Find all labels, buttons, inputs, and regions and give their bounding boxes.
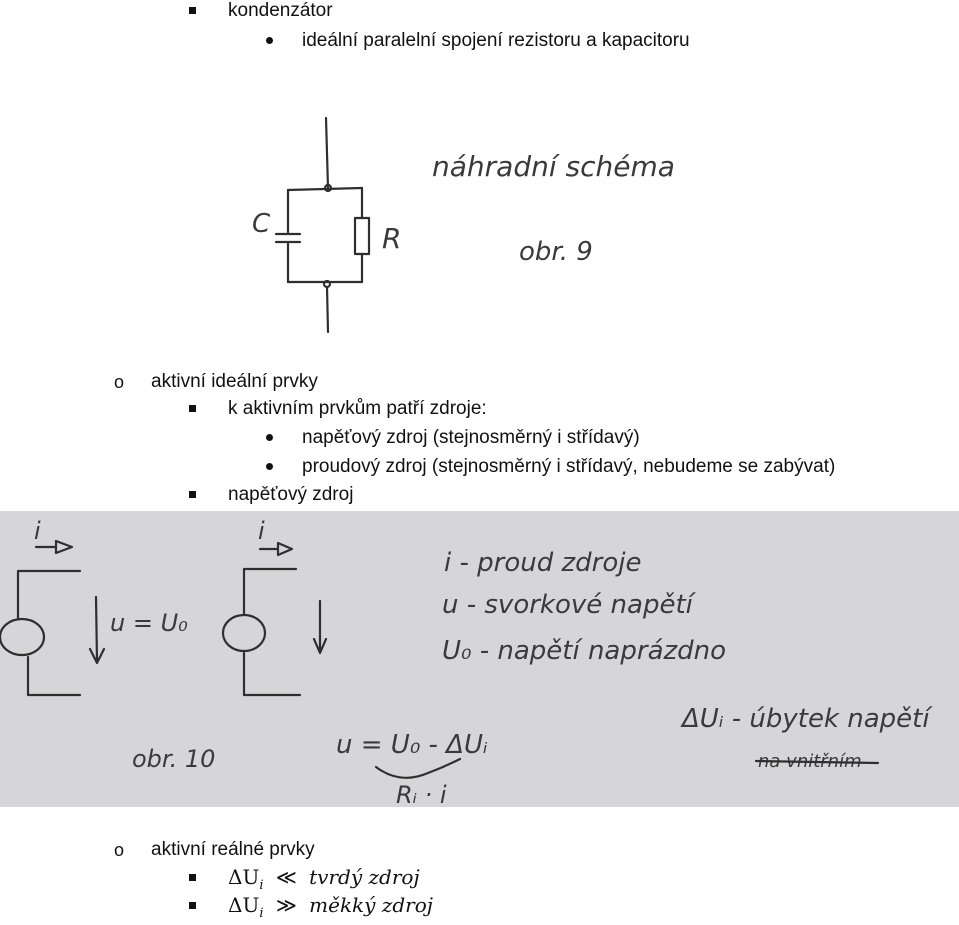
wire-left-circuit (18, 571, 80, 619)
voltage-arrow-middle (314, 601, 326, 653)
label-i-left: i (34, 517, 41, 545)
item-napetovy-zdroj-heading: napěťový zdroj (228, 484, 354, 505)
definition-delta-u: ΔUᵢ - úbytek napětí (682, 704, 930, 734)
equation-u: u = U₀ - ΔUᵢ (336, 730, 488, 760)
figure2-caption: obr. 10 (132, 745, 216, 773)
resistor-body (355, 218, 369, 254)
item-proudovy-zdroj: proudový zdroj (stejnosměrný i střídavý, nebudeme se zabývat) (302, 456, 836, 477)
square-bullet-icon (189, 7, 196, 14)
definition-delta-u-strike: na vnitřním (758, 751, 862, 772)
voltage-arrow-left (90, 597, 104, 663)
item-k-aktivnim: k aktivním prvkům patří zdroje: (228, 398, 487, 419)
figure-voltage-source-scan (0, 511, 959, 807)
wire-top-bus (288, 188, 362, 190)
definition-i: i - proud zdroje (444, 548, 642, 578)
label-r: R (382, 222, 402, 255)
square-bullet-icon (189, 902, 196, 909)
dot-bullet-icon (266, 434, 273, 441)
definition-u: u - svorkové napětí (442, 590, 693, 620)
subscript-i: i (259, 878, 264, 893)
wire-middle-circuit (244, 569, 296, 615)
label-i-middle: i (258, 517, 265, 545)
circle-bullet-icon: o (114, 840, 125, 860)
brace-under-delta-u (376, 759, 460, 778)
square-bullet-icon (189, 405, 196, 412)
figure-equivalent-circuit-scan (214, 100, 748, 340)
equation-ri-i: Rᵢ · i (396, 781, 447, 807)
tvrdy-zdroj-text: tvrdý zdroj (309, 865, 420, 889)
delta-u-symbol: ΔU (228, 865, 260, 889)
equivalent-circuit-sketch (214, 100, 748, 340)
item-paralel: ideální paralelní spojení rezistoru a kapacitoru (302, 30, 690, 51)
dot-bullet-icon (266, 37, 273, 44)
much-greater-than-symbol: ≫ (275, 893, 297, 917)
source-symbol-middle (223, 615, 265, 651)
source-symbol-left (0, 619, 44, 655)
item-aktivni-realne: aktivní reálné prvky (151, 839, 315, 860)
item-aktivni-idealni: aktivní ideální prvky (151, 371, 318, 392)
wire-middle-circuit-bottom (244, 653, 300, 695)
circle-bullet-icon: o (114, 372, 125, 392)
subscript-i: i (259, 906, 264, 921)
much-less-than-symbol: ≪ (275, 865, 297, 889)
current-arrow-middle (260, 543, 292, 555)
figure1-caption: obr. 9 (519, 237, 593, 267)
definition-u0: U₀ - napětí naprázdno (442, 636, 727, 666)
wire-left-circuit-bottom (28, 657, 80, 695)
square-bullet-icon (189, 874, 196, 881)
mekky-zdroj-text: měkký zdroj (309, 893, 433, 917)
item-napetovy-zdroj: napěťový zdroj (stejnosměrný i střídavý) (302, 427, 640, 448)
item-kondenzator: kondenzátor (228, 0, 333, 21)
label-c: C (252, 209, 271, 239)
square-bullet-icon (189, 491, 196, 498)
figure1-title: náhradní schéma (432, 150, 675, 183)
formula-mekky-zdroj (228, 894, 433, 925)
delta-u-symbol: ΔU (228, 893, 260, 917)
label-u-u0: u = U₀ (110, 609, 188, 637)
wire-bottom (327, 287, 328, 332)
voltage-source-sketch (0, 511, 959, 807)
current-arrow-left (36, 541, 72, 553)
wire-top (326, 118, 328, 188)
dot-bullet-icon (266, 463, 273, 470)
